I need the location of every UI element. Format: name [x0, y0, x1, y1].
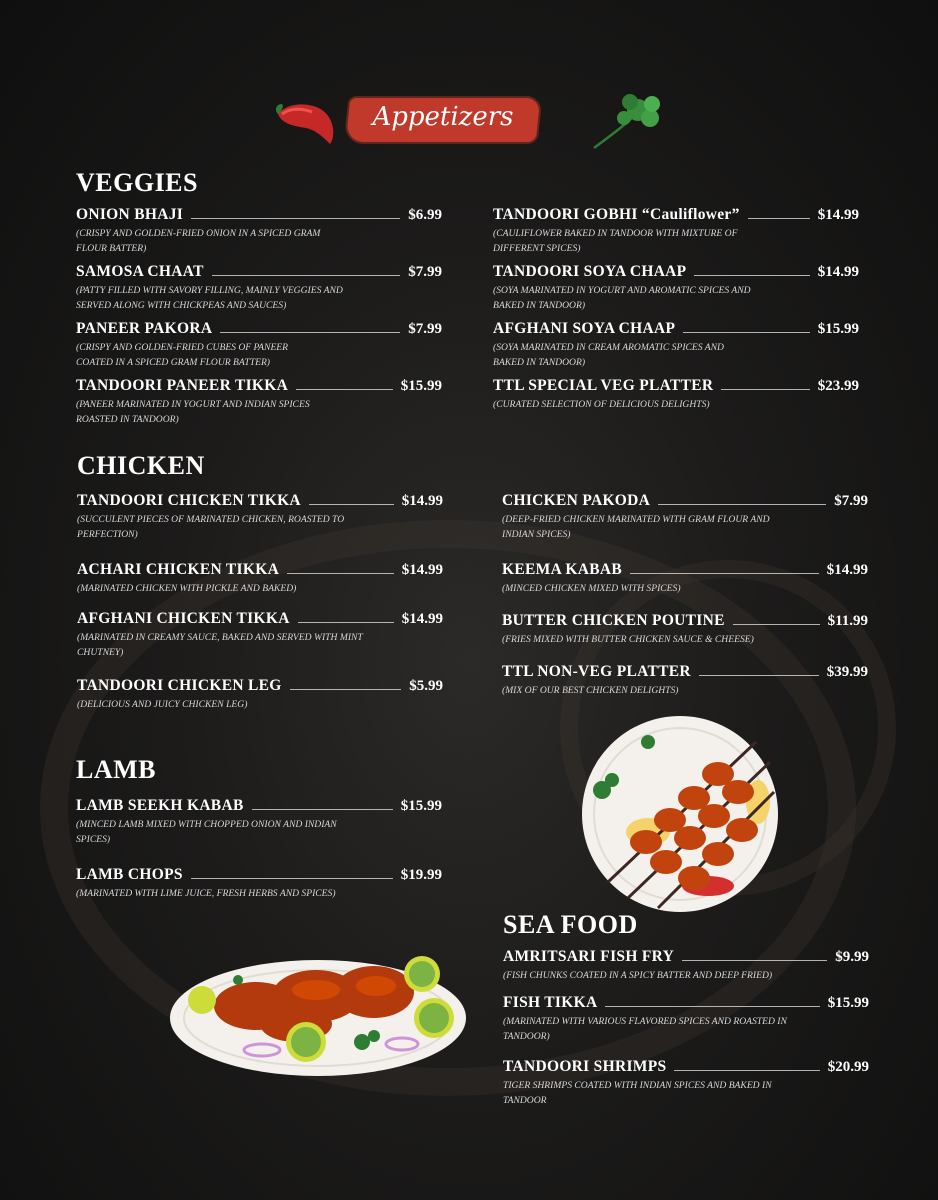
item-description: (MARINATED IN CREAMY SAUCE, BAKED AND SERVED WITH MINT CHUTNEY) [77, 632, 363, 658]
menu-item [503, 994, 869, 1044]
section-title-chicken: CHICKEN [77, 451, 205, 480]
item-description: (MINCED CHICKEN MIXED WITH SPICES) [502, 583, 681, 594]
item-name: TANDOORI CHICKEN TIKKA [77, 492, 301, 509]
section-title-lamb: LAMB [76, 755, 156, 784]
red-pepper-icon [272, 96, 342, 146]
item-price: $14.99 [401, 611, 443, 627]
leader-line [682, 960, 827, 961]
item-name: ONION BHAJI [76, 206, 184, 223]
item-name: TTL SPECIAL VEG PLATTER [493, 377, 714, 394]
item-description: (DELICIOUS AND JUICY CHICKEN LEG) [77, 699, 248, 710]
leader-line [212, 275, 400, 276]
menu-item [493, 320, 859, 370]
item-description: (CRISPY AND GOLDEN-FRIED ONION IN A SPICED GRAM FLOUR BATTER) [76, 228, 321, 254]
item-price: $14.99 [817, 207, 859, 223]
menu-item [76, 206, 442, 256]
item-price: $19.99 [400, 867, 442, 883]
leader-line [191, 218, 400, 219]
leader-line [287, 573, 394, 574]
leader-line [309, 504, 394, 505]
item-name: AFGHANI CHICKEN TIKKA [77, 610, 290, 627]
leader-line [694, 275, 809, 276]
item-price: $7.99 [408, 321, 442, 337]
item-description: (MARINATED CHICKEN WITH PICKLE AND BAKED) [77, 583, 297, 594]
menu-item [76, 263, 442, 313]
item-description: (FISH CHUNKS COATED IN A SPICY BATTER AND DEEP FRIED) [503, 970, 773, 981]
item-description: (FRIES MIXED WITH BUTTER CHICKEN SAUCE & CHEESE) [502, 634, 754, 645]
item-name: SAMOSA CHAAT [76, 263, 204, 280]
item-description: (SUCCULENT PIECES OF MARINATED CHICKEN, ROASTED TO PERFECTION) [77, 514, 345, 540]
banner-title: Appetizers [372, 102, 514, 132]
leader-line [733, 624, 820, 625]
menu-item [77, 677, 443, 712]
menu-item [502, 492, 868, 542]
item-description: (DEEP-FRIED CHICKEN MARINATED WITH GRAM FLOUR AND INDIAN SPICES) [502, 514, 770, 540]
item-price: $15.99 [400, 378, 442, 394]
menu-item [77, 561, 443, 596]
menu-item [76, 320, 442, 370]
item-name: BUTTER CHICKEN POUTINE [502, 612, 725, 629]
item-price: $5.99 [409, 678, 443, 694]
leader-line [683, 332, 810, 333]
item-price: $20.99 [827, 1059, 869, 1075]
kebab-plate-image [578, 712, 782, 916]
item-price: $15.99 [817, 321, 859, 337]
item-price: $14.99 [401, 562, 443, 578]
item-description: TIGER SHRIMPS COATED WITH INDIAN SPICES AND BAKED IN TANDOOR [503, 1080, 772, 1106]
menu-item [493, 206, 859, 256]
item-description: (MARINATED WITH VARIOUS FLAVORED SPICES AND ROASTED IN TANDOOR) [503, 1016, 787, 1042]
item-name: TTL NON-VEG PLATTER [502, 663, 691, 680]
item-name: TANDOORI PANEER TIKKA [76, 377, 289, 394]
item-price: $7.99 [408, 264, 442, 280]
item-description: (CRISPY AND GOLDEN-FRIED CUBES OF PANEER COATED IN A SPICED GRAM FLOUR BATTER) [76, 342, 289, 368]
menu-item [76, 797, 442, 847]
menu-item [76, 377, 442, 427]
item-name: LAMB CHOPS [76, 866, 183, 883]
section-title-veggies: VEGGIES [76, 168, 198, 197]
menu-item [503, 1058, 869, 1108]
item-name: TANDOORI SHRIMPS [503, 1058, 667, 1075]
item-name: CHICKEN PAKODA [502, 492, 651, 509]
item-description: (PATTY FILLED WITH SAVORY FILLING, MAINLY VEGGIES AND SERVED ALONG WITH CHICKPEAS AND SAUCES) [76, 285, 343, 311]
item-name: TANDOORI GOBHI “Cauliflower” [493, 206, 740, 223]
leader-line [748, 218, 810, 219]
item-description: (MIX OF OUR BEST CHICKEN DELIGHTS) [502, 685, 679, 696]
leader-line [658, 504, 826, 505]
item-price: $7.99 [834, 493, 868, 509]
item-description: (MARINATED WITH LIME JUICE, FRESH HERBS AND SPICES) [76, 888, 336, 899]
item-description: (CAULIFLOWER BAKED IN TANDOOR WITH MIXTURE OF DIFFERENT SPICES) [493, 228, 738, 254]
item-description: (PANEER MARINATED IN YOGURT AND INDIAN SPICES ROASTED IN TANDOOR) [76, 399, 310, 425]
item-name: PANEER PAKORA [76, 320, 213, 337]
leader-line [699, 675, 819, 676]
leader-line [290, 689, 402, 690]
menu-item [76, 866, 442, 901]
item-price: $15.99 [400, 798, 442, 814]
menu-item [493, 263, 859, 313]
item-price: $14.99 [401, 493, 443, 509]
leader-line [630, 573, 819, 574]
item-name: TANDOORI SOYA CHAAP [493, 263, 687, 280]
item-name: FISH TIKKA [503, 994, 598, 1011]
leader-line [605, 1006, 819, 1007]
section-title-seafood: SEA FOOD [503, 910, 638, 939]
item-price: $11.99 [827, 613, 868, 629]
item-name: KEEMA KABAB [502, 561, 622, 578]
menu-item [77, 492, 443, 542]
item-name: TANDOORI CHICKEN LEG [77, 677, 282, 694]
item-price: $9.99 [835, 949, 869, 965]
menu-item [503, 948, 869, 983]
menu-item [77, 610, 443, 660]
leader-line [674, 1070, 819, 1071]
leader-line [252, 809, 393, 810]
leader-line [298, 622, 394, 623]
leader-line [220, 332, 400, 333]
item-price: $15.99 [827, 995, 869, 1011]
item-price: $6.99 [408, 207, 442, 223]
item-name: ACHARI CHICKEN TIKKA [77, 561, 280, 578]
menu-item [502, 663, 868, 698]
item-name: AMRITSARI FISH FRY [503, 948, 675, 965]
leader-line [721, 389, 809, 390]
item-price: $39.99 [826, 664, 868, 680]
leader-line [191, 878, 393, 879]
item-name: AFGHANI SOYA CHAAP [493, 320, 676, 337]
menu-item [502, 561, 868, 596]
parsley-icon [590, 92, 666, 152]
item-description: (SOYA MARINATED IN CREAM AROMATIC SPICES AND BAKED IN TANDOOR) [493, 342, 724, 368]
menu-item [493, 377, 859, 412]
item-description: (CURATED SELECTION OF DELICIOUS DELIGHTS) [493, 399, 710, 410]
appetizers-banner [272, 92, 666, 154]
item-price: $23.99 [817, 378, 859, 394]
menu-item [502, 612, 868, 647]
tandoori-chicken-plate-image [166, 940, 482, 1088]
item-description: (SOYA MARINATED IN YOGURT AND AROMATIC SPICES AND BAKED IN TANDOOR) [493, 285, 751, 311]
item-price: $14.99 [817, 264, 859, 280]
item-name: LAMB SEEKH KABAB [76, 797, 244, 814]
item-description: (MINCED LAMB MIXED WITH CHOPPED ONION AND INDIAN SPICES) [76, 819, 337, 845]
leader-line [296, 389, 393, 390]
item-price: $14.99 [826, 562, 868, 578]
